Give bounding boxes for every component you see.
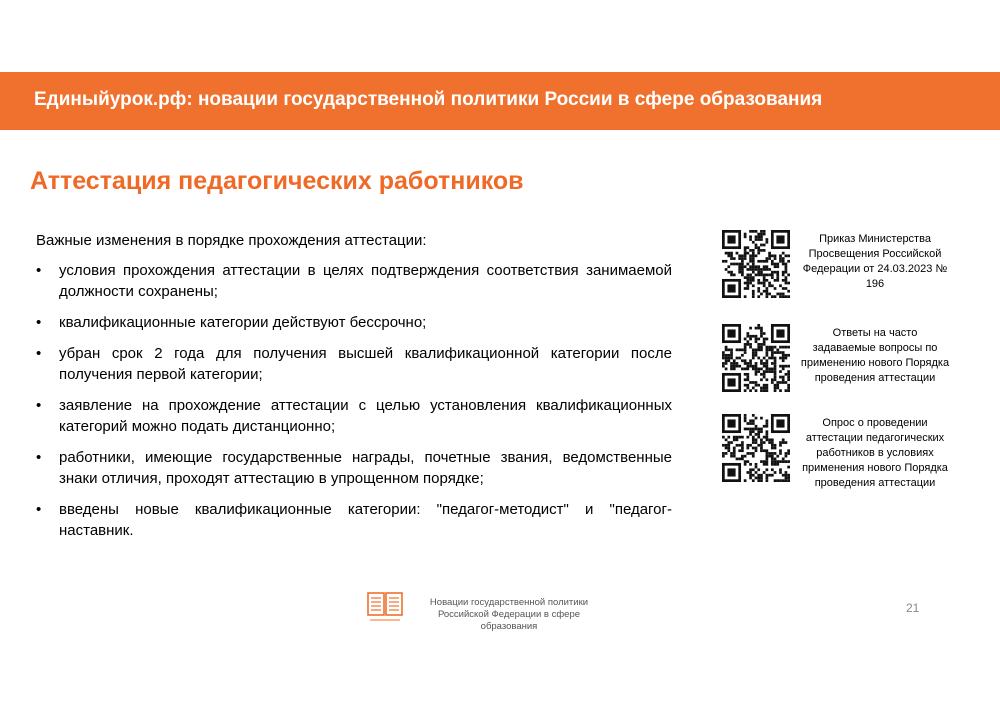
list-item-text: убран срок 2 года для получения высшей квалификационной категории после получения первой категории; (59, 345, 672, 383)
bullet-list (36, 260, 672, 551)
footer-text-line: Новации государственной политики (429, 597, 589, 608)
footer-text (414, 597, 604, 633)
intro-text: Важные изменения в порядке прохождения аттестации: (36, 232, 427, 249)
list-item (36, 499, 672, 541)
qr-caption: Ответы на часто задаваемые вопросы по применению нового Порядка проведения аттестации (800, 327, 950, 384)
list-item (36, 260, 672, 302)
bullet-icon: • (36, 262, 42, 279)
list-item (36, 395, 672, 437)
qr-code-icon[interactable] (722, 230, 790, 298)
list-item (36, 343, 672, 385)
list-item-text: работники, имеющие государственные награды, почетные звания, ведомственные знаки отличия, проходят аттестацию в упрощенном порядке; (59, 449, 672, 487)
qr-caption: Опрос о проведении аттестации педагогических работников в условиях применения нового Порядка проведения аттестации (802, 417, 948, 489)
header-banner (0, 72, 1000, 130)
list-item-text: квалификационные категории действуют бессрочно; (59, 314, 427, 331)
footer-text-line: Российской Федерации в сфере образования (437, 609, 581, 632)
qr-block-order[interactable] (722, 230, 954, 302)
banner-title: Единыйурок.рф: новации государственной политики России в сфере образования (34, 89, 823, 110)
list-item (36, 312, 672, 333)
bullet-icon: • (36, 397, 42, 414)
qr-code-icon[interactable] (722, 324, 790, 392)
book-logo-icon (366, 590, 404, 624)
list-item-text: заявление на прохождение аттестации с целью установления квалификационных категорий можно подать дистанционно; (59, 397, 672, 435)
section-title: Аттестация педагогических работников (30, 167, 524, 195)
qr-block-faq[interactable] (722, 324, 954, 396)
page-number: 21 (906, 601, 920, 615)
list-item (36, 447, 672, 489)
bullet-icon: • (36, 501, 42, 518)
qr-code-icon[interactable] (722, 414, 790, 482)
bullet-icon: • (36, 449, 42, 466)
list-item-text: введены новые квалификационные категории: "педагог-методист" и "педагог-наставник. (59, 501, 672, 539)
qr-block-survey[interactable] (722, 414, 954, 489)
list-item-text: условия прохождения аттестации в целях подтверждения соответствия занимаемой должности сохранены; (59, 262, 672, 300)
bullet-icon: • (36, 314, 42, 331)
bullet-icon: • (36, 345, 42, 362)
qr-caption: Приказ Министерства Просвещения Российской Федерации от 24.03.2023 № 196 (802, 233, 948, 290)
